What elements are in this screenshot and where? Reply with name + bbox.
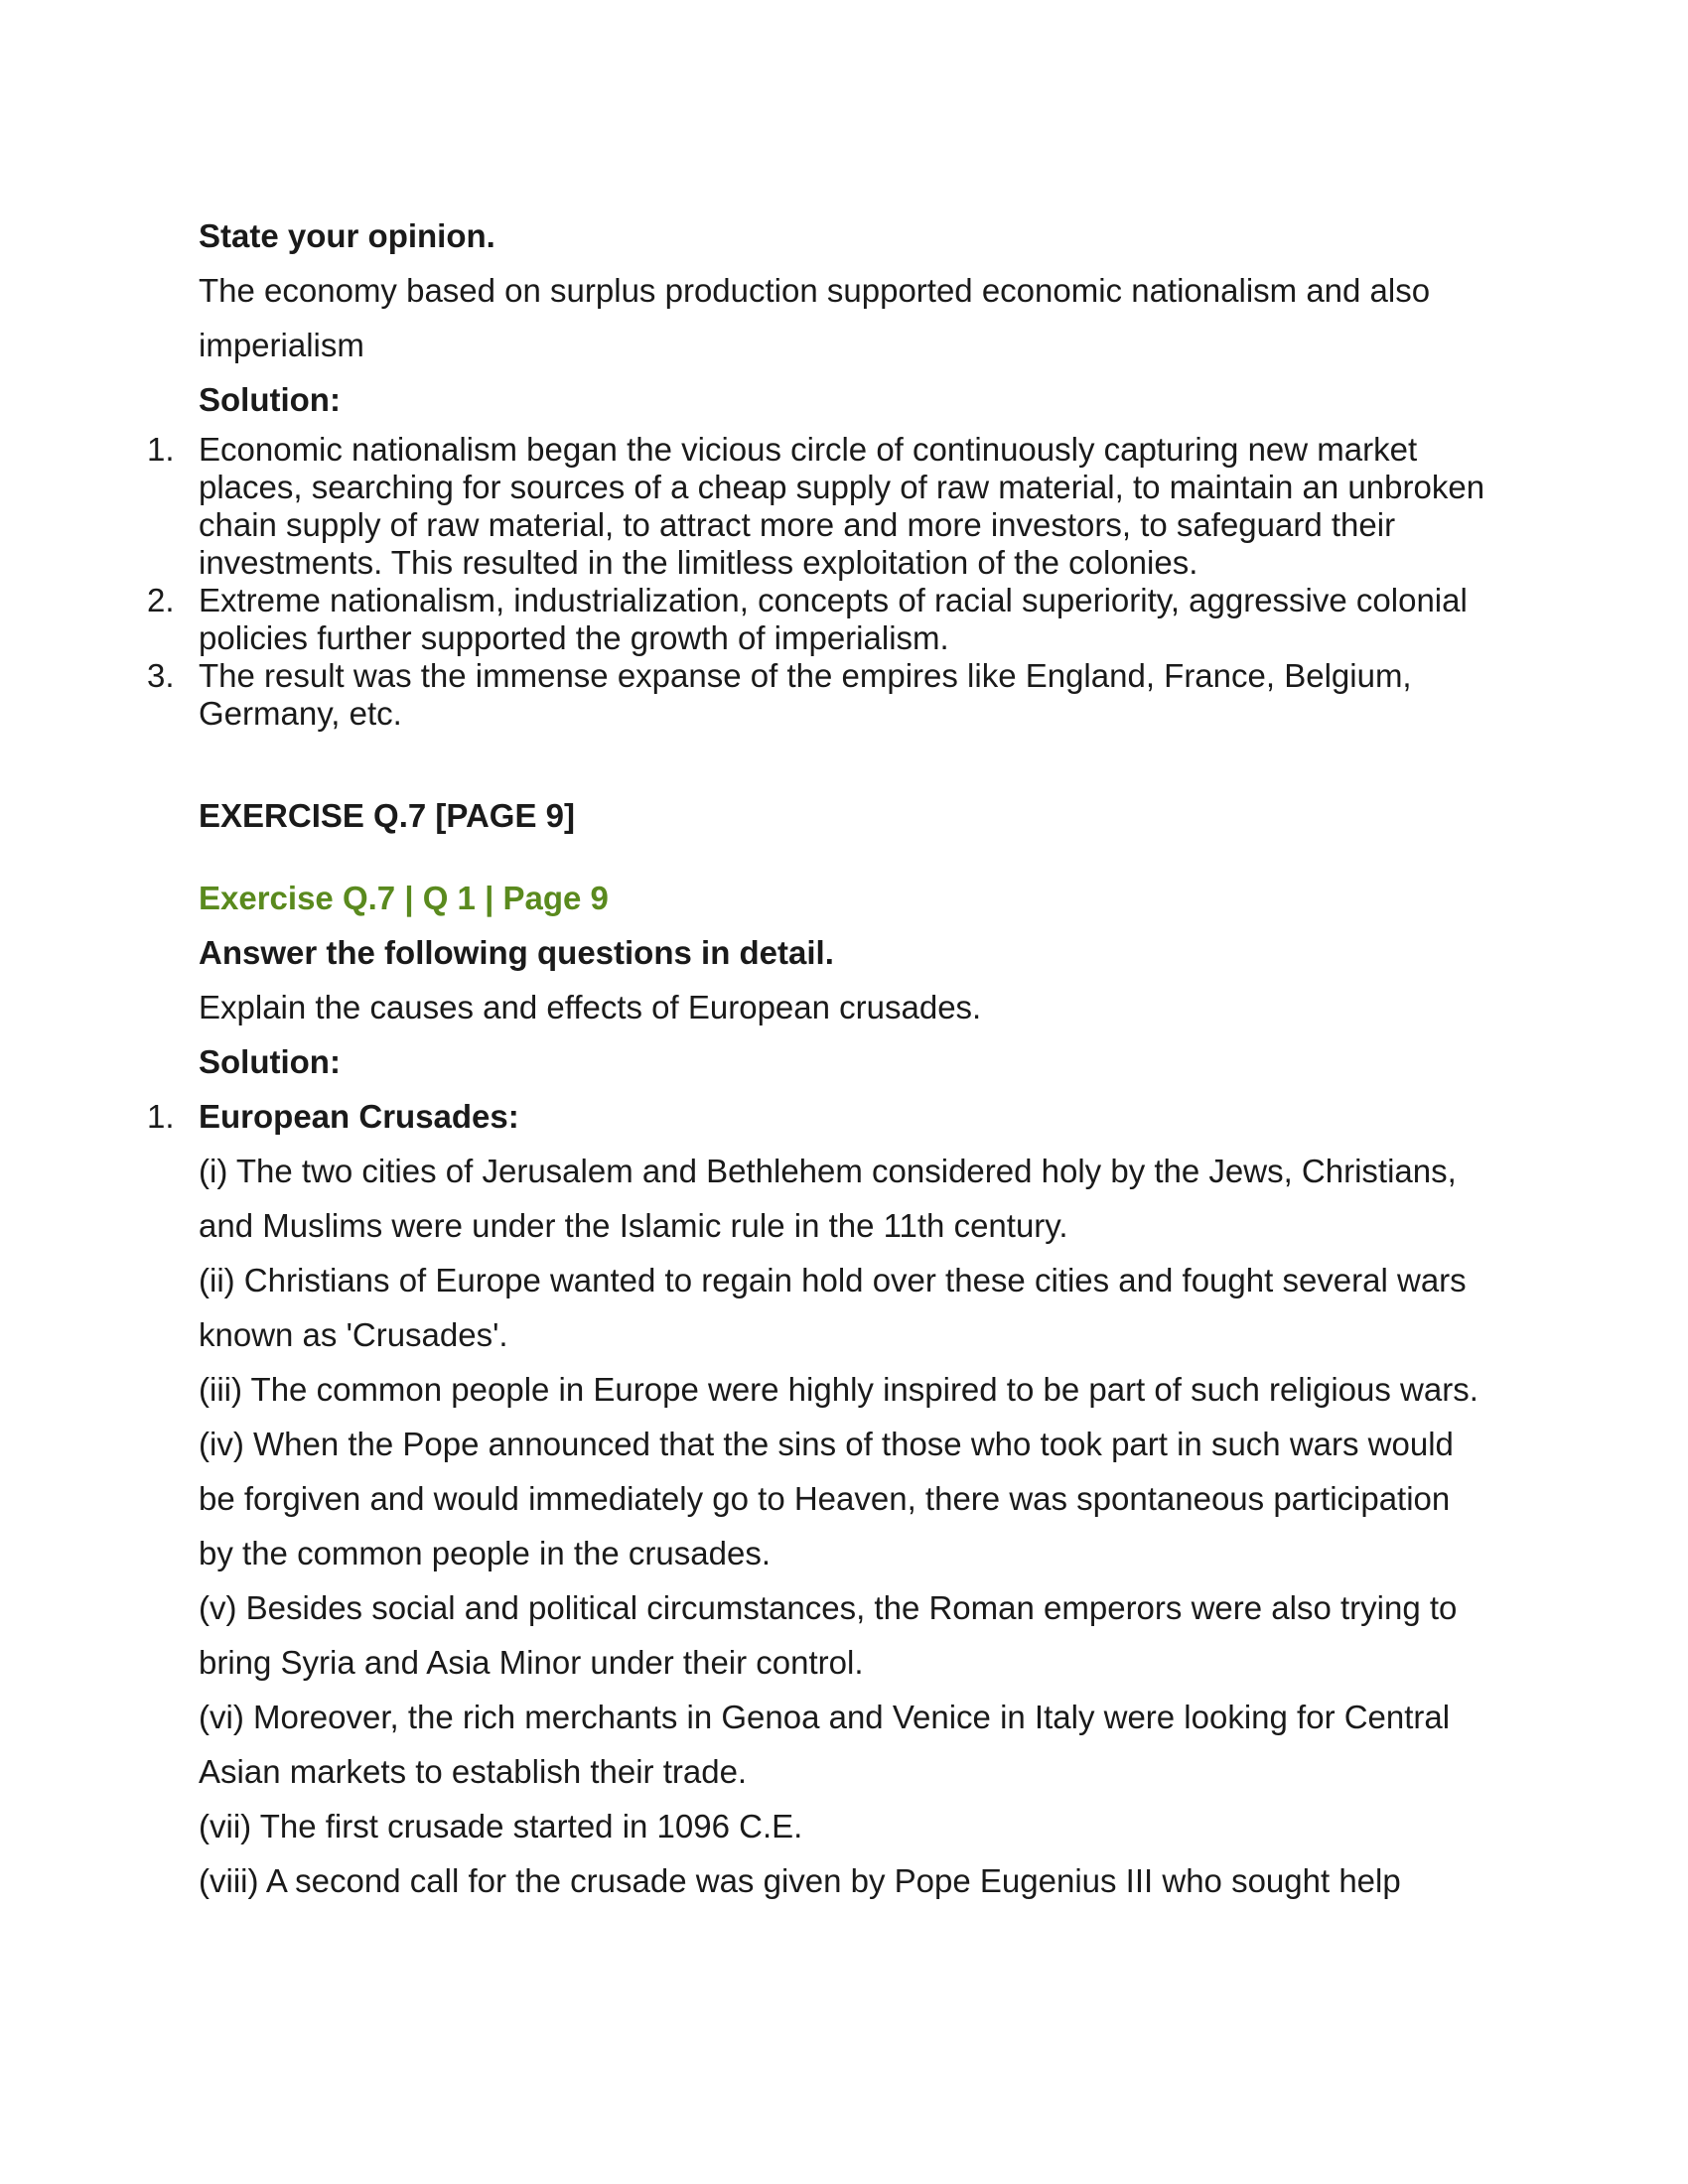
opinion-statement: The economy based on surplus production supported economic nationalism and also imperialism (199, 272, 1431, 363)
list-item (147, 582, 1489, 657)
exercise-title: EXERCISE Q.7 [PAGE 9] (199, 797, 575, 834)
question-reference: Exercise Q.7 | Q 1 | Page 9 (199, 880, 609, 916)
list-item-text: The result was the immense expanse of the empires like England, France, Belgium, Germany, etc. (199, 657, 1412, 732)
solution-points-list (147, 431, 1489, 733)
subpoint: (iii) The common people in Europe were highly inspired to be part of such religious wars. (199, 1371, 1478, 1408)
list-item-text: Economic nationalism began the vicious circle of continuously capturing new market places, searching for sources of a cheap supply of raw material, to maintain an unbroken chain supply of raw material, to attract more and more investors, to safeguard their investments. This resulted in the limitless exploitation of the colonies. (199, 431, 1485, 581)
subpoint: (vii) The first crusade started in 1096 C.E. (199, 1808, 803, 1844)
list-item-text: Extreme nationalism, industrialization, concepts of racial superiority, aggressive colonial policies further supported the growth of imperialism. (199, 582, 1468, 656)
solution-label: Solution: (199, 381, 341, 418)
subpoint: (iv) When the Pope announced that the sins of those who took part in such wars would be forgiven and would immediately go to Heaven, there was spontaneous participation by the common people in the crusades. (199, 1426, 1454, 1571)
crusades-list (147, 1089, 1489, 1908)
subpoint: (ii) Christians of Europe wanted to regain hold over these cities and fought several wars known as 'Crusades'. (199, 1262, 1467, 1353)
opinion-heading: State your opinion. (199, 217, 495, 254)
list-item-number: 1. (147, 431, 175, 468)
solution-label: Solution: (199, 1043, 341, 1080)
list-item (147, 657, 1489, 733)
instruction-heading: Answer the following questions in detail. (199, 934, 834, 971)
list-item-title: European Crusades: (199, 1098, 519, 1135)
subpoint: (viii) A second call for the crusade was given by Pope Eugenius III who sought help (199, 1862, 1401, 1899)
question-text: Explain the causes and effects of European crusades. (199, 989, 982, 1025)
subpoint: (i) The two cities of Jerusalem and Bethlehem considered holy by the Jews, Christians, and Muslims were under the Islamic rule in the 11th century. (199, 1153, 1457, 1244)
subpoint: (vi) Moreover, the rich merchants in Genoa and Venice in Italy were looking for Central Asian markets to establish their trade. (199, 1699, 1451, 1790)
list-item-number: 3. (147, 657, 175, 694)
list-item (147, 1089, 1489, 1908)
list-item-number: 2. (147, 582, 175, 618)
subpoint: (v) Besides social and political circumstances, the Roman emperors were also trying to bring Syria and Asia Minor under their control. (199, 1589, 1458, 1681)
list-item-number: 1. (147, 1098, 175, 1135)
list-item (147, 431, 1489, 582)
page-content (147, 208, 1489, 1908)
